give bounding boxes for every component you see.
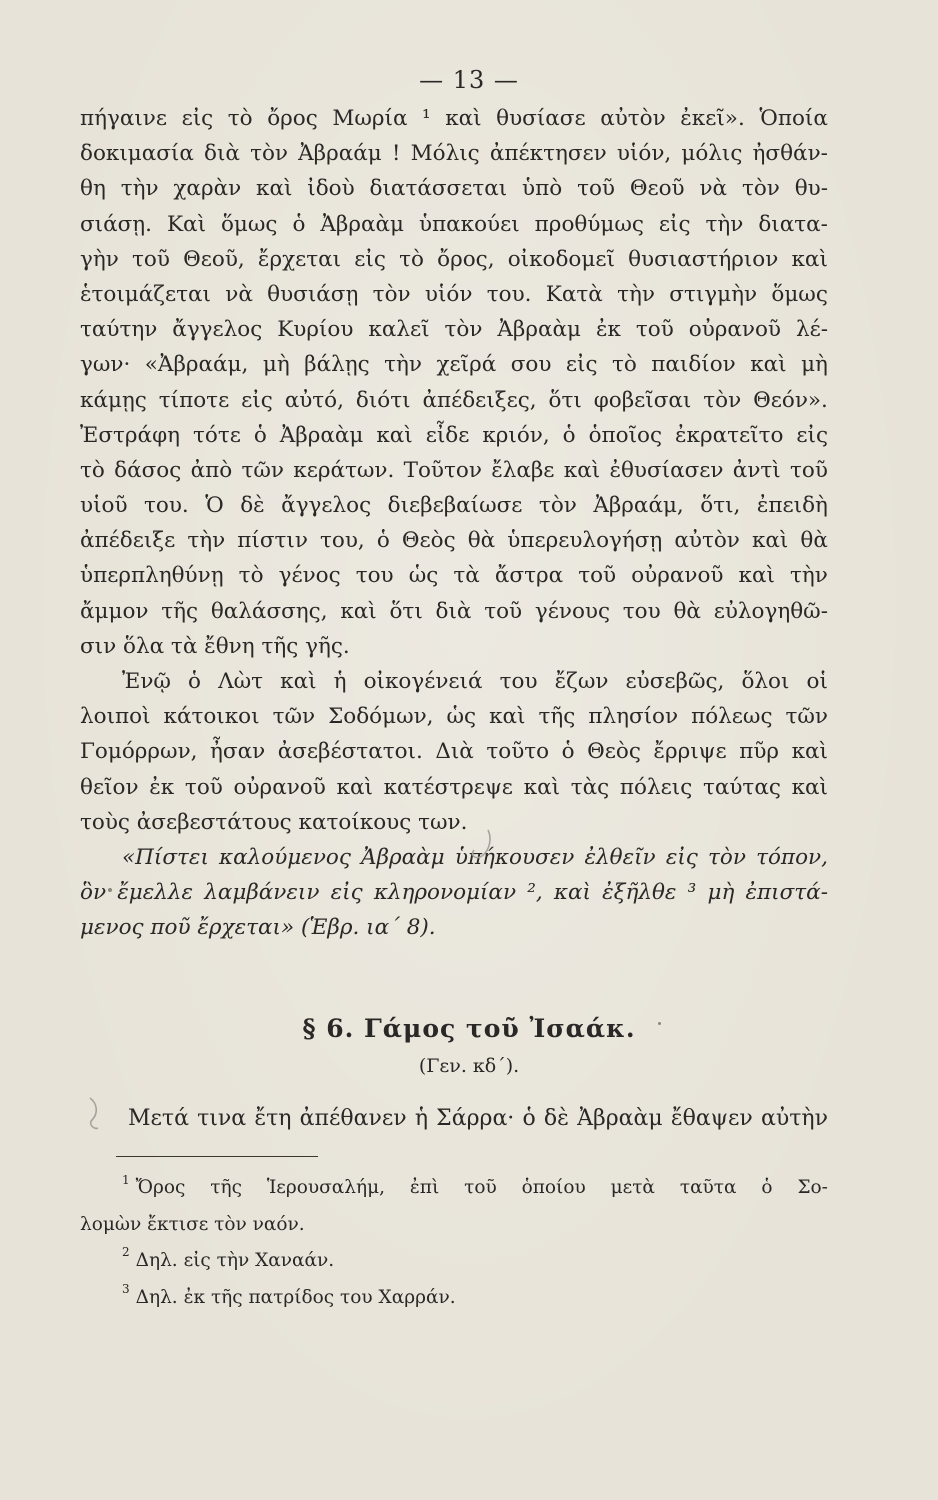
word: Ὄρος [135,1177,186,1198]
word: υἱόν [424,281,473,307]
footnotes [80,1170,828,1316]
word: νὰ [225,281,253,307]
word: ἰδοὺ [307,176,355,202]
footnote-2 [80,1243,828,1280]
word: μετὰ [610,1177,655,1198]
footnote-3 [80,1280,828,1317]
word: αὐτὸν [600,106,666,131]
word: πίστιν [237,528,308,554]
word: μὴ [801,352,828,378]
word: ταῦτα [679,1177,737,1198]
word: ἐκ [595,317,621,343]
word: ὁ [522,1106,536,1131]
word: του [355,563,394,589]
text-line: τοὺς ἀσεβεστάτους κατοίκους των. [80,809,468,835]
word: τὸ [238,563,264,589]
word: «Πίστει [122,844,209,870]
word: τὴν [705,211,744,237]
word: ἀπέδειξε [80,528,176,554]
word: γὴν [80,246,119,272]
word: ὑπακούει [418,211,520,237]
word: μόλις [681,141,743,167]
word: καὶ [376,422,413,448]
footnote-mark: 1 [122,1173,130,1187]
text-line [80,594,828,629]
word: ὄρος [267,106,318,131]
word: τὴν [617,281,655,307]
text-line [80,242,828,277]
section-reference: (Γεν. κδ´). [418,1055,520,1077]
footnote-text: Δηλ. ἐκ τῆς πατρίδος του Χαρράν. [135,1286,456,1308]
word: ὑπερευλογήσῃ [507,528,663,554]
word: τὸν [741,176,780,202]
word: διεβεβαίωσε [387,493,523,519]
word: οὐρανοῦ [631,563,724,589]
word: καλούμενος [219,844,351,870]
word: κριόν, [482,422,550,448]
text-line [80,136,828,171]
word: ὃν [80,880,107,906]
word: εἰς [330,880,363,906]
word: Ἐνῷ [122,669,171,694]
word: Καὶ [167,211,207,237]
text-line [80,277,828,312]
word: τὸ [399,246,424,272]
word: θυ- [794,176,828,202]
word: τοῦ [484,598,523,624]
word: ὑπερπληθύνῃ [80,563,224,589]
word: ὁ [376,528,390,554]
word: πλησίον [588,704,679,730]
word: ὁ [292,211,306,237]
word: τὸν [703,387,742,413]
word: ἔζων [554,669,609,694]
body-text [80,101,828,946]
word: μὴ [262,352,290,378]
word: βάλῃς [304,352,370,378]
word: Θεὸς [587,739,641,765]
word: Ὁποία [759,106,828,131]
word: ἔρριψε [653,739,727,765]
text-line [80,171,828,206]
word: εἰς [658,211,691,237]
text-line [80,488,828,523]
word: ὁ [188,669,201,694]
word: εἶδε [425,422,470,448]
word: ἀπέθανεν [299,1106,407,1131]
word: Ὁ [205,493,224,519]
word: κάμῃς [80,387,147,413]
word: θὰ [673,598,701,624]
word: ὄρος, [437,246,495,272]
word: ἄγγελος [172,317,263,343]
word: καὶ [553,880,591,906]
text-line [80,312,828,347]
word: Ἀβραάμ, [593,493,684,519]
word: ἔθαψεν [670,1106,753,1131]
word: ἡ [333,669,347,694]
word: ἔρχεται [257,246,342,272]
word: αὐτὸν [674,528,740,554]
quotation-line [80,840,828,875]
word: Μόλις [410,141,480,167]
word: ὁ [761,1177,773,1198]
word: δοκιμασία [80,141,194,167]
word: τῆς [538,704,576,730]
word: εἰς [796,422,828,448]
word: κατέστρεψε [383,774,513,800]
word: τῶν [241,457,284,483]
word: ὅτι [389,598,423,624]
word: ἐπὶ [409,1177,440,1198]
word: τὸν [372,281,411,307]
word: ³ [687,880,697,906]
word: ὁποῖος [588,422,662,448]
word: υἱοῦ [80,493,128,519]
footnote-text [136,1170,828,1207]
text-line [80,207,828,242]
word: Κυρίου [277,317,354,343]
word: καὶ [791,739,828,765]
word: ἀντὶ [732,457,781,483]
word: τοῦ [464,1177,497,1198]
quotation-line: μενος ποῦ ἔρχεται» (Ἑβρ. ια´ 8). [80,915,436,941]
word: καὶ [750,352,787,378]
word: τότε [192,422,241,448]
text-line [80,453,828,488]
word: νὰ [699,176,728,202]
word: οἱ [806,669,828,694]
word: ταύτην [80,317,158,343]
word: γένος [278,563,341,589]
paragraph-start-line [80,664,828,699]
word: καὶ [445,106,482,131]
word: θὰ [467,528,496,554]
footnote-line [136,1170,828,1207]
word: τὸν [444,317,483,343]
word: ἠσθάν- [752,141,828,167]
word: Γομόρρων, [80,739,198,765]
word: Θεοῦ, [183,246,245,272]
word: διὰ [435,598,472,624]
text-line [80,523,828,558]
word: διὰ [204,141,240,167]
word: ἐπειδὴ [756,493,828,519]
word: πόλεις [619,774,693,800]
word: στιγμὴν [669,281,758,307]
word: θη [80,176,106,202]
pencil-mark-icon [462,826,502,866]
word: τῆς [210,1177,242,1198]
word: τοῦ [790,457,828,483]
word: καλεῖ [368,317,430,343]
footnote-text: Δηλ. εἰς τὴν Χαναάν. [135,1250,335,1271]
text-line [80,347,828,382]
word: τοῦ [132,246,170,272]
word: τὰς [570,774,610,800]
word: οἰκοδομεῖ [507,246,615,272]
word: του. [486,281,532,307]
word: οὐρανοῦ [688,317,782,343]
text-line [80,770,828,805]
word: Ἐστράφη [80,422,181,448]
word: ἑτοιμάζεται [80,281,211,307]
word: τῶν [272,704,316,730]
word: τὴν [187,528,226,554]
word: ὁ [253,422,267,448]
word: τίποτε [158,387,230,413]
word: Ἱερουσαλήμ, [266,1177,385,1198]
word: Ἀβραὰμ [320,211,404,237]
text-line [80,418,828,453]
word: δάσος [114,457,182,483]
footnote-divider [116,1156,318,1157]
word: φοβεῖσαι [593,387,692,413]
word: παιδίον [651,352,736,378]
word: εὐλογηθῶ- [713,598,828,624]
word: τοῦτο [486,739,550,765]
page-number: — 13 — [419,66,519,94]
word: υἱόν, [616,141,672,167]
word: τὸν [250,141,288,167]
word: τὴν [120,176,159,202]
word: ὅτι, [700,493,741,519]
word: του. [144,493,189,519]
word: καὶ [256,176,293,202]
word: τοῦ [184,774,223,800]
word: ὁ [561,739,575,765]
word: τινα [197,1106,247,1131]
footnote-line: λομὼν ἔκτισε τὸν ναόν. [80,1213,305,1235]
word: κληρονομίαν [373,880,517,906]
word: ὑπὸ [522,176,563,202]
word: καὶ [738,563,775,589]
word: ὅμως [220,211,278,237]
word: ἐκεῖ». [680,106,745,131]
word: ¹ [422,106,431,131]
text-line [80,699,828,734]
footnote-mark: 2 [122,1245,130,1259]
word: ὅμως [771,281,828,307]
footnote-mark: 3 [122,1281,130,1296]
word: εἰς [241,387,273,413]
word: εἰς [354,246,386,272]
word: καὶ [280,669,317,694]
text-line [80,734,828,769]
word: Ἀβραὰμ [361,844,445,870]
word: λέ- [795,317,828,343]
word: του [499,669,538,694]
pencil-mark-icon [84,1094,108,1134]
word: γων· [80,352,131,378]
word: ἔτη [254,1106,292,1131]
word: ἐκρατεῖτο [674,422,784,448]
word: ἐπιστά- [745,880,828,906]
word: Ἀβραάμ [298,141,382,167]
word: αὐτό, [284,387,344,413]
word: δὲ [543,1106,569,1131]
word: ἀπέδειξες, [422,387,537,413]
word: θυσίασε [496,106,586,131]
word: σου [510,352,552,378]
word: Σοδόμων, [328,704,434,730]
word: δὲ [240,493,265,519]
word: θὰ [800,528,828,554]
word: αὐτὴν [760,1106,828,1131]
word: ἐθυσίασεν [609,457,724,483]
word: θυσιαστήριον [628,246,779,272]
word: ὡς [446,704,477,730]
word: ὅλοι [741,669,790,694]
word: οἰκογένειά [363,669,483,694]
ink-dot [108,888,112,892]
word: ὡς [408,563,439,589]
word: εἰς [665,844,698,870]
word: πόλεως [691,704,773,730]
word: ἦσαν [210,739,266,765]
word: καὶ [751,528,789,554]
footnote-1 [80,1170,828,1207]
word: ταύτας [702,774,781,800]
word: Σο- [797,1177,828,1198]
word: διατα- [758,211,828,237]
word: σιάσῃ. [80,211,153,237]
word: του, [320,528,365,554]
text-line [80,558,828,593]
word: Ἀβραὰμ [577,1106,663,1131]
word: προθύμως [534,211,644,237]
word: καὶ [336,774,373,800]
word: χεῖρά [436,352,497,378]
word: διατάσσεται [369,176,508,202]
word: οὐρανοῦ [233,774,326,800]
text-line [80,383,828,418]
word: τὸν [708,844,746,870]
ink-dot [658,1022,661,1025]
word: Ἀβραὰμ [279,422,364,448]
word: καὶ [523,774,561,800]
word: κάτοικοι [163,704,260,730]
word: τὴν [790,563,828,589]
word: ἄστρα [494,563,564,589]
word: τὸ [611,352,637,378]
word: γένους [534,598,611,624]
word: «Ἀβραάμ, [144,352,249,378]
word: Θεὸς [401,528,456,554]
word: καὶ [791,774,828,800]
word: Θεόν». [753,387,828,413]
word: ἀπὸ [190,457,233,483]
word: ἐλθεῖν [584,844,656,870]
word: Ἀβραὰμ [497,317,581,343]
text-line: σιν ὅλα τὰ ἔθνη τῆς γῆς. [80,633,350,659]
word: θυσιάσῃ [267,281,359,307]
word: μὴ [707,880,735,906]
word: τὰ [453,563,480,589]
word: τὸ [80,457,105,483]
word: καὶ [563,457,601,483]
word: χαρὰν [173,176,242,202]
word: καὶ [489,704,526,730]
word: τῶν [785,704,828,730]
word: καὶ [340,598,377,624]
section-heading: § 6. Γάμος τοῦ Ἰσαάκ. [302,1014,636,1043]
word: θαλάσσης, [210,598,328,624]
word: πῦρ [739,739,780,765]
word: τοῦ [635,317,674,343]
word: πήγαινε [80,106,168,131]
word: Μωρία [332,106,408,131]
word: θεῖον [80,774,139,800]
word: ἡ [414,1106,428,1131]
word: τοῦ [578,563,617,589]
word: τὴν [384,352,422,378]
word: ἀπέκτησεν [489,141,607,167]
word: ἔλαβε [491,457,555,483]
word: καὶ [791,246,828,272]
word: τόπον, [756,844,828,870]
word: Θεοῦ [629,176,685,202]
word: ἔμελλε [117,880,194,906]
word: λοιποὶ [80,704,151,730]
word: ὅτι [548,387,582,413]
word: εἰς [565,352,598,378]
word: Τοῦτον [403,457,482,483]
word: λαμβάνειν [204,880,320,906]
word: διότι [355,387,411,413]
word: ὁποίου [521,1177,586,1198]
word: ἄμμον [80,598,149,624]
word: Σάρρα· [436,1106,515,1131]
word: τὸ [227,106,253,131]
word: κεράτων. [293,457,395,483]
word: ², [527,880,543,906]
word: του [622,598,661,624]
word: Κατὰ [545,281,603,307]
word: Διὰ [435,739,474,765]
word: εὐσεβῶς, [625,669,725,694]
word: ἄγγελος [281,493,372,519]
word: τοῦ [577,176,615,202]
word: Λὼτ [218,669,264,694]
word: ὁ [562,422,576,448]
word: ! [391,141,401,167]
word: ἐξῆλθε [602,880,677,906]
word: τῆς [161,598,199,624]
word: εἰς [181,106,214,131]
word: ὑπήκουσεν [454,844,575,870]
text-line [80,101,828,136]
quotation-line [80,875,828,910]
section-first-line [128,1106,828,1131]
word: Μετά [128,1106,189,1131]
word: ἐκ [149,774,175,800]
word: τὸν [538,493,577,519]
word: ἀσεβέστατοι. [277,739,423,765]
